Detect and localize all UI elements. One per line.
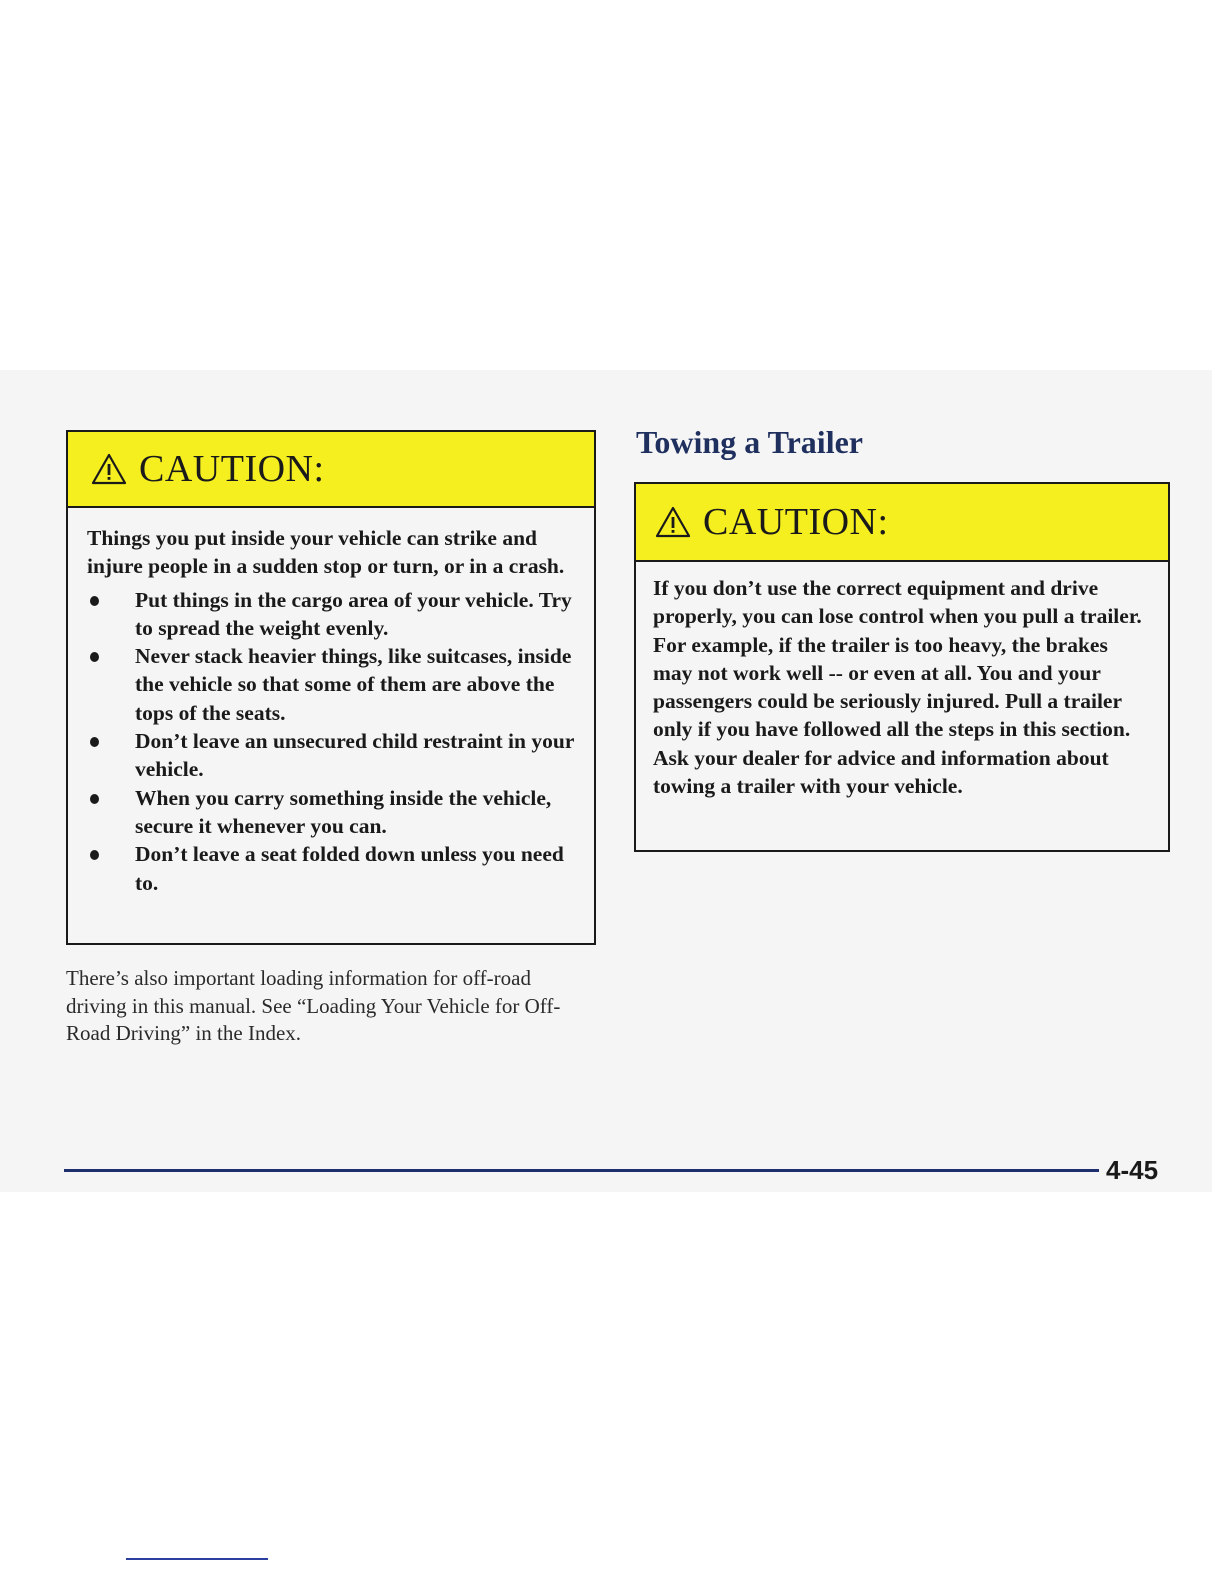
caution-header [636,484,1168,562]
bullet-text: Put things in the cargo area of your vehicle. Try to spread the weight evenly. [135,587,572,640]
page-number: 4-45 [1106,1155,1159,1185]
caution-body [68,508,594,897]
bullet-dot-icon [90,794,99,804]
bullet-text: Never stack heavier things, like suitcases, inside the vehicle so that some of them are above the tops of the seats. [135,644,572,725]
list-item [87,840,574,897]
bullet-text: When you carry something inside the vehicle, secure it whenever you can. [135,785,552,838]
section-title: Towing a Trailer [636,424,863,460]
list-item [87,642,574,727]
bullet-dot-icon [90,737,99,747]
caution-header [68,432,594,508]
caution-intro: Things you put inside your vehicle can strike and injure people in a sudden stop or turn, or in a crash. [87,526,565,579]
list-item [87,784,574,841]
footer-rule [64,1169,1099,1172]
divider [126,1558,268,1560]
bullet-text: Don’t leave a seat folded down unless you need to. [135,842,564,895]
caution-text: If you don’t use the correct equipment and drive properly, you can lose control when you pull a trailer. For example, if the trailer is too heavy, the brakes may not work well -- or even at all. You and your passengers could be seriously injured. Pull a trailer only if you have followed all the steps in this section. Ask your dealer for advice and information about towing a trailer with your vehicle. [653,576,1142,799]
caution-box-trailer [634,482,1170,852]
bullet-dot-icon [90,652,99,662]
list-item [87,586,574,643]
caution-bullet-list [87,586,574,897]
caution-box-cargo [66,430,596,945]
bullet-dot-icon [90,850,99,860]
offroad-loading-note: There’s also important loading information for off-road driving in this manual. See “Loading Your Vehicle for Off-Road Driving” in the Index. [66,966,561,1045]
bullet-dot-icon [90,596,99,606]
caution-title: CAUTION: [703,501,889,543]
caution-body [636,562,1168,800]
warning-triangle-icon [91,453,127,485]
warning-triangle-icon [655,506,691,538]
list-item [87,727,574,784]
bullet-text: Don’t leave an unsecured child restraint in your vehicle. [135,729,574,782]
caution-title: CAUTION: [139,448,325,490]
